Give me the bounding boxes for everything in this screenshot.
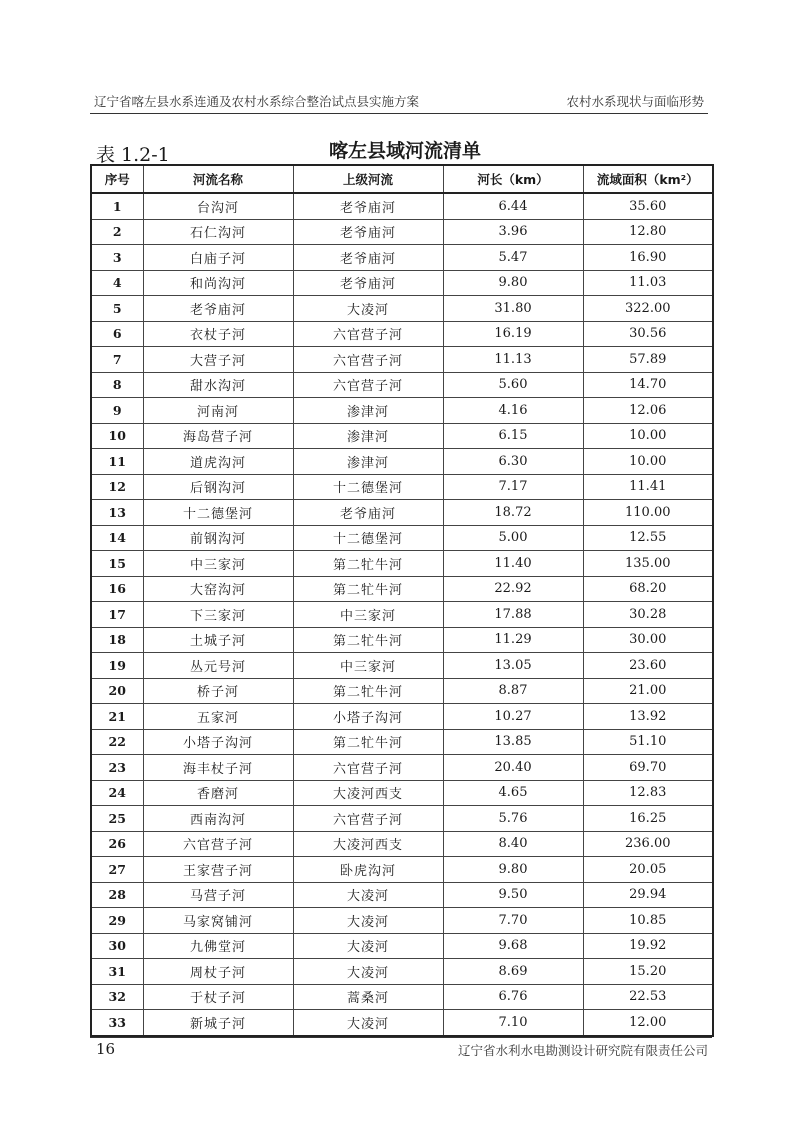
river-length: 9.80	[443, 270, 583, 296]
river-name: 小塔子沟河	[143, 729, 293, 755]
river-length: 7.10	[443, 1010, 583, 1036]
row-number: 20	[91, 678, 143, 704]
river-table	[90, 164, 714, 1037]
basin-area: 30.00	[583, 627, 713, 653]
basin-area: 12.83	[583, 780, 713, 806]
river-name: 马营子河	[143, 882, 293, 908]
row-number: 28	[91, 882, 143, 908]
column-header-parent: 上级河流	[293, 165, 443, 193]
parent-river: 中三家河	[293, 602, 443, 628]
page-number: 16	[96, 1040, 116, 1058]
parent-river: 大凌河	[293, 908, 443, 934]
row-number: 2	[91, 219, 143, 245]
table-row	[91, 984, 713, 1010]
basin-area: 35.60	[583, 193, 713, 219]
river-length: 13.85	[443, 729, 583, 755]
parent-river: 老爷庙河	[293, 219, 443, 245]
river-length: 4.65	[443, 780, 583, 806]
river-length: 6.44	[443, 193, 583, 219]
table-row	[91, 423, 713, 449]
basin-area: 12.55	[583, 525, 713, 551]
table-row	[91, 219, 713, 245]
basin-area: 14.70	[583, 372, 713, 398]
parent-river: 十二德堡河	[293, 525, 443, 551]
river-name: 九佛堂河	[143, 933, 293, 959]
column-header-area: 流域面积（km²）	[583, 165, 713, 193]
table-title: 喀左县域河流清单	[328, 140, 481, 162]
river-name: 六官营子河	[143, 831, 293, 857]
table-row	[91, 474, 713, 500]
header-divider	[90, 113, 708, 114]
table-row	[91, 372, 713, 398]
table-row	[91, 576, 713, 602]
parent-river: 大凌河西支	[293, 831, 443, 857]
table-row	[91, 602, 713, 628]
parent-river: 六官营子河	[293, 347, 443, 373]
basin-area: 11.41	[583, 474, 713, 500]
parent-river: 渗津河	[293, 398, 443, 424]
parent-river: 老爷庙河	[293, 245, 443, 271]
river-name: 于杖子河	[143, 984, 293, 1010]
table-row	[91, 678, 713, 704]
river-length: 6.30	[443, 449, 583, 475]
row-number: 14	[91, 525, 143, 551]
river-name: 海岛营子河	[143, 423, 293, 449]
parent-river: 蒿桑河	[293, 984, 443, 1010]
river-length: 13.05	[443, 653, 583, 679]
river-length: 11.29	[443, 627, 583, 653]
parent-river: 大凌河	[293, 959, 443, 985]
parent-river: 六官营子河	[293, 321, 443, 347]
basin-area: 21.00	[583, 678, 713, 704]
column-header-name: 河流名称	[143, 165, 293, 193]
row-number: 25	[91, 806, 143, 832]
row-number: 13	[91, 500, 143, 526]
river-name: 中三家河	[143, 551, 293, 577]
river-name: 后钢沟河	[143, 474, 293, 500]
row-number: 33	[91, 1010, 143, 1036]
row-number: 8	[91, 372, 143, 398]
table-row	[91, 806, 713, 832]
row-number: 31	[91, 959, 143, 985]
river-length: 17.88	[443, 602, 583, 628]
river-name: 大营子河	[143, 347, 293, 373]
river-length: 20.40	[443, 755, 583, 781]
river-name: 白庙子河	[143, 245, 293, 271]
parent-river: 六官营子河	[293, 755, 443, 781]
parent-river: 大凌河	[293, 1010, 443, 1036]
basin-area: 30.28	[583, 602, 713, 628]
basin-area: 11.03	[583, 270, 713, 296]
table-row	[91, 193, 713, 219]
river-length: 22.92	[443, 576, 583, 602]
basin-area: 51.10	[583, 729, 713, 755]
publisher-name: 辽宁省水利水电勘测设计研究院有限责任公司	[457, 1043, 708, 1058]
parent-river: 中三家河	[293, 653, 443, 679]
row-number: 17	[91, 602, 143, 628]
parent-river: 老爷庙河	[293, 193, 443, 219]
basin-area: 68.20	[583, 576, 713, 602]
table-row	[91, 449, 713, 475]
row-number: 3	[91, 245, 143, 271]
river-length: 8.40	[443, 831, 583, 857]
basin-area: 29.94	[583, 882, 713, 908]
river-name: 台沟河	[143, 193, 293, 219]
basin-area: 20.05	[583, 857, 713, 883]
running-header	[90, 92, 708, 112]
river-length: 6.15	[443, 423, 583, 449]
parent-river: 渗津河	[293, 449, 443, 475]
parent-river: 第二牤牛河	[293, 551, 443, 577]
river-length: 8.69	[443, 959, 583, 985]
river-name: 海丰杖子河	[143, 755, 293, 781]
river-length: 5.76	[443, 806, 583, 832]
table-row	[91, 551, 713, 577]
basin-area: 69.70	[583, 755, 713, 781]
row-number: 11	[91, 449, 143, 475]
river-name: 周杖子河	[143, 959, 293, 985]
river-length: 18.72	[443, 500, 583, 526]
row-number: 32	[91, 984, 143, 1010]
table-row	[91, 755, 713, 781]
table-row	[91, 882, 713, 908]
river-length: 10.27	[443, 704, 583, 730]
footer-divider	[90, 1037, 712, 1038]
river-name: 新城子河	[143, 1010, 293, 1036]
river-length: 8.87	[443, 678, 583, 704]
row-number: 19	[91, 653, 143, 679]
parent-river: 大凌河	[293, 296, 443, 322]
row-number: 16	[91, 576, 143, 602]
table-header-row	[91, 165, 713, 193]
row-number: 7	[91, 347, 143, 373]
table-row	[91, 270, 713, 296]
river-length: 7.70	[443, 908, 583, 934]
table-row	[91, 321, 713, 347]
river-name: 石仁沟河	[143, 219, 293, 245]
row-number: 6	[91, 321, 143, 347]
parent-river: 第二牤牛河	[293, 627, 443, 653]
river-length: 6.76	[443, 984, 583, 1010]
parent-river: 第二牤牛河	[293, 678, 443, 704]
basin-area: 16.25	[583, 806, 713, 832]
row-number: 15	[91, 551, 143, 577]
basin-area: 16.90	[583, 245, 713, 271]
river-table-body	[91, 193, 713, 1036]
column-header-no: 序号	[91, 165, 143, 193]
row-number: 1	[91, 193, 143, 219]
basin-area: 12.00	[583, 1010, 713, 1036]
row-number: 21	[91, 704, 143, 730]
table-row	[91, 653, 713, 679]
basin-area: 322.00	[583, 296, 713, 322]
river-name: 甜水沟河	[143, 372, 293, 398]
river-name: 王家营子河	[143, 857, 293, 883]
table-row	[91, 933, 713, 959]
basin-area: 13.92	[583, 704, 713, 730]
river-length: 16.19	[443, 321, 583, 347]
row-number: 5	[91, 296, 143, 322]
basin-area: 23.60	[583, 653, 713, 679]
river-length: 31.80	[443, 296, 583, 322]
river-length: 5.00	[443, 525, 583, 551]
parent-river: 第二牤牛河	[293, 729, 443, 755]
table-row	[91, 780, 713, 806]
table-number: 表 1.2-1	[96, 144, 170, 166]
river-length: 5.47	[443, 245, 583, 271]
parent-river: 六官营子河	[293, 806, 443, 832]
river-length: 7.17	[443, 474, 583, 500]
parent-river: 六官营子河	[293, 372, 443, 398]
basin-area: 19.92	[583, 933, 713, 959]
parent-river: 渗津河	[293, 423, 443, 449]
basin-area: 57.89	[583, 347, 713, 373]
river-name: 道虎沟河	[143, 449, 293, 475]
table-row	[91, 245, 713, 271]
river-name: 香磨河	[143, 780, 293, 806]
table-row	[91, 500, 713, 526]
table-row	[91, 831, 713, 857]
river-name: 丛元号河	[143, 653, 293, 679]
document-title: 辽宁省喀左县水系连通及农村水系综合整治试点县实施方案	[94, 94, 420, 109]
river-name: 下三家河	[143, 602, 293, 628]
table-row	[91, 347, 713, 373]
row-number: 9	[91, 398, 143, 424]
river-length: 9.50	[443, 882, 583, 908]
basin-area: 10.00	[583, 449, 713, 475]
parent-river: 大凌河	[293, 882, 443, 908]
column-header-length: 河长（km）	[443, 165, 583, 193]
chapter-title: 农村水系现状与面临形势	[566, 94, 704, 109]
parent-river: 小塔子沟河	[293, 704, 443, 730]
parent-river: 十二德堡河	[293, 474, 443, 500]
river-name: 桥子河	[143, 678, 293, 704]
table-row	[91, 627, 713, 653]
row-number: 26	[91, 831, 143, 857]
parent-river: 老爷庙河	[293, 500, 443, 526]
basin-area: 110.00	[583, 500, 713, 526]
row-number: 22	[91, 729, 143, 755]
basin-area: 10.85	[583, 908, 713, 934]
parent-river: 老爷庙河	[293, 270, 443, 296]
river-length: 11.13	[443, 347, 583, 373]
row-number: 30	[91, 933, 143, 959]
table-row	[91, 296, 713, 322]
river-name: 前钢沟河	[143, 525, 293, 551]
river-name: 五家河	[143, 704, 293, 730]
river-name: 西南沟河	[143, 806, 293, 832]
basin-area: 12.06	[583, 398, 713, 424]
table-row	[91, 398, 713, 424]
river-name: 和尚沟河	[143, 270, 293, 296]
river-name: 老爷庙河	[143, 296, 293, 322]
parent-river: 大凌河西支	[293, 780, 443, 806]
row-number: 27	[91, 857, 143, 883]
table-row	[91, 704, 713, 730]
row-number: 18	[91, 627, 143, 653]
row-number: 23	[91, 755, 143, 781]
river-length: 5.60	[443, 372, 583, 398]
basin-area: 10.00	[583, 423, 713, 449]
parent-river: 大凌河	[293, 933, 443, 959]
river-length: 9.80	[443, 857, 583, 883]
row-number: 10	[91, 423, 143, 449]
parent-river: 第二牤牛河	[293, 576, 443, 602]
river-name: 十二德堡河	[143, 500, 293, 526]
table-row	[91, 908, 713, 934]
basin-area: 15.20	[583, 959, 713, 985]
parent-river: 卧虎沟河	[293, 857, 443, 883]
basin-area: 22.53	[583, 984, 713, 1010]
river-name: 马家窝铺河	[143, 908, 293, 934]
basin-area: 30.56	[583, 321, 713, 347]
river-length: 3.96	[443, 219, 583, 245]
river-name: 土城子河	[143, 627, 293, 653]
row-number: 24	[91, 780, 143, 806]
table-row	[91, 525, 713, 551]
basin-area: 12.80	[583, 219, 713, 245]
table-row	[91, 1010, 713, 1036]
river-length: 9.68	[443, 933, 583, 959]
row-number: 29	[91, 908, 143, 934]
table-row	[91, 857, 713, 883]
basin-area: 236.00	[583, 831, 713, 857]
table-row	[91, 729, 713, 755]
river-name: 大窑沟河	[143, 576, 293, 602]
basin-area: 135.00	[583, 551, 713, 577]
river-name: 衣杖子河	[143, 321, 293, 347]
row-number: 4	[91, 270, 143, 296]
river-length: 4.16	[443, 398, 583, 424]
river-name: 河南河	[143, 398, 293, 424]
table-row	[91, 959, 713, 985]
river-length: 11.40	[443, 551, 583, 577]
row-number: 12	[91, 474, 143, 500]
